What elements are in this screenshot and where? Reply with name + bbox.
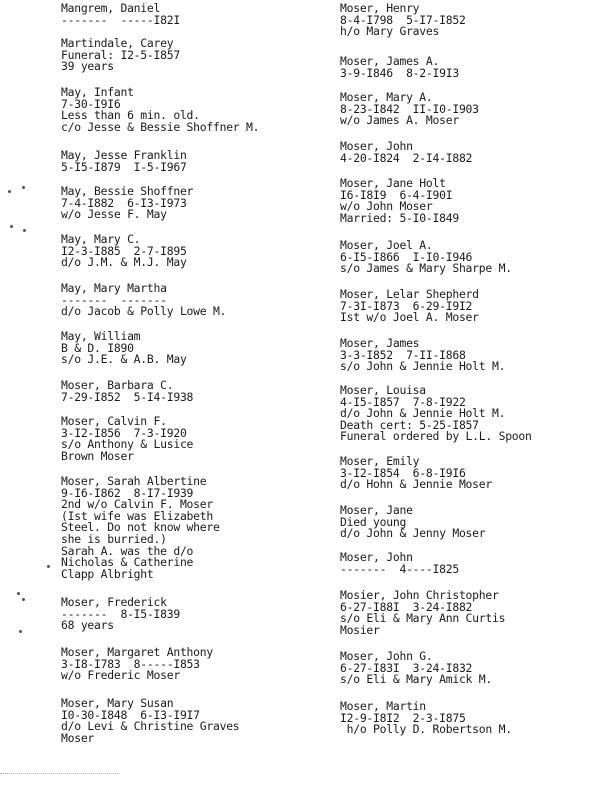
entry-name: Martindale, Carey	[61, 36, 174, 50]
entry-detail: s/o J.E. & A.B. May	[61, 352, 187, 367]
entry-name: Moser, Jane Holt	[340, 176, 446, 190]
burial-entry	[61, 698, 321, 744]
entry-detail: Steel. Do not know where	[61, 520, 220, 535]
stray-mark	[19, 630, 22, 633]
burial-entry	[340, 240, 600, 275]
burial-entry	[61, 3, 321, 26]
entry-detail: w/o Jesse F. May	[61, 207, 167, 222]
burial-entry	[340, 651, 600, 686]
entry-detail: Nicholas & Catherine	[61, 555, 194, 570]
entry-name: May, Jesse Franklin	[61, 148, 187, 162]
entry-detail: s/o James & Mary Sharpe M.	[340, 261, 512, 276]
entry-detail: 3-I2-I854 6-8-I9I6	[340, 465, 466, 480]
entry-name: May, Mary Martha	[61, 281, 167, 295]
entry-detail: Less than 6 min. old.	[61, 108, 200, 123]
entry-name: Moser, Mary Susan	[61, 696, 174, 710]
entry-detail: Sarah A. was the d/o	[61, 543, 194, 558]
burial-entry	[340, 338, 600, 373]
burial-entry	[61, 476, 321, 580]
entry-detail: Brown Moser	[61, 448, 134, 463]
entry-detail: s/o Eli & Mary Amick M.	[340, 672, 492, 687]
burial-entry	[61, 647, 321, 682]
entry-detail: 6-27-I83I 3-24-I832	[340, 660, 473, 675]
entry-name: Moser, Louisa	[340, 383, 426, 397]
stray-mark	[22, 186, 25, 189]
burial-entry	[340, 701, 600, 736]
entry-detail: I0-30-I848 6-I3-I9I7	[61, 707, 200, 722]
entry-detail: d/o John & Jenny Moser	[340, 526, 486, 541]
burial-entry	[340, 3, 600, 38]
burial-entry	[340, 385, 600, 443]
stray-mark	[22, 598, 25, 601]
entry-detail: Married: 5-I0-I849	[340, 210, 459, 225]
burial-entry	[61, 186, 321, 221]
entry-detail: h/o Polly D. Robertson M.	[340, 722, 512, 737]
entry-name: Moser, Calvin F.	[61, 414, 167, 428]
burial-entry	[61, 380, 321, 403]
entry-detail: c/o Jesse & Bessie Shoffner M.	[61, 119, 260, 134]
entry-name: Moser, Frederick	[61, 595, 167, 609]
burial-entry	[340, 178, 600, 224]
entry-name: Moser, Jane	[340, 503, 413, 517]
entry-detail: I2-3-I885 2-7-I895	[61, 243, 187, 258]
entry-detail: 9-I6-I862 8-I7-I939	[61, 485, 194, 500]
entry-detail: Mosier	[340, 622, 380, 637]
entry-name: Moser, James A.	[340, 54, 440, 68]
entry-detail: d/o Jacob & Polly Lowe M.	[61, 304, 227, 319]
stray-mark	[10, 225, 13, 228]
entry-detail: d/o Hohn & Jennie Moser	[340, 477, 492, 492]
entry-detail: I2-9-I8I2 2-3-I875	[340, 710, 466, 725]
entry-detail: 68 years	[61, 618, 114, 633]
entry-name: Moser, Lelar Shepherd	[340, 287, 479, 301]
entry-detail: s/o John & Jennie Holt M.	[340, 359, 506, 374]
entry-detail: d/o J.M. & M.J. May	[61, 255, 187, 270]
burial-entry	[61, 283, 321, 318]
entry-detail: 39 years	[61, 59, 114, 74]
entry-name: Moser, John	[340, 550, 413, 564]
entry-name: May, Mary C.	[61, 232, 141, 246]
entry-detail: 3-9-I846 8-2-I9I3	[340, 65, 459, 80]
entry-detail: 5-I5-I879 I-5-I967	[61, 159, 187, 174]
entry-detail: Funeral: I2-5-I857	[61, 47, 180, 62]
entry-detail: 3-3-I852 7-II-I868	[340, 347, 466, 362]
burial-entry	[340, 590, 600, 636]
burial-entry	[61, 87, 321, 133]
entry-detail: Clapp Albright	[61, 566, 154, 581]
entry-detail: 8-4-I798 5-I7-I852	[340, 12, 466, 27]
entry-name: Moser, Joel A.	[340, 238, 433, 252]
burial-entry	[340, 56, 600, 79]
entry-detail: (Ist wife was Elizabeth	[61, 508, 213, 523]
entry-detail: Ist w/o Joel A. Moser	[340, 310, 479, 325]
burial-entry	[340, 289, 600, 324]
entry-detail: B & D. I890	[61, 340, 134, 355]
burial-entry	[61, 597, 321, 632]
burial-entry	[61, 234, 321, 269]
entry-detail: 7-30-I9I6	[61, 96, 121, 111]
entry-detail: Funeral ordered by L.L. Spoon	[340, 429, 532, 444]
entry-detail: 7-4-I882 6-I3-I973	[61, 195, 187, 210]
entry-detail: Died young	[340, 514, 407, 529]
stray-mark	[47, 565, 50, 568]
burial-entry	[340, 505, 600, 540]
entry-detail: she is burried.)	[61, 531, 167, 546]
burial-entry	[61, 416, 321, 462]
stray-mark	[23, 229, 26, 232]
entry-detail: ------- -------	[61, 292, 167, 307]
entry-detail: d/o Levi & Christine Graves	[61, 719, 240, 734]
entry-name: May, Infant	[61, 85, 134, 99]
entry-name: Mosier, John Christopher	[340, 588, 499, 602]
entry-detail: d/o John & Jennie Holt M.	[340, 406, 506, 421]
stray-mark	[8, 190, 11, 193]
entry-name: May, Bessie Shoffner	[61, 184, 194, 198]
entry-detail: Death cert: 5-25-I857	[340, 417, 479, 432]
entry-detail: h/o Mary Graves	[340, 24, 440, 39]
entry-detail: w/o John Moser	[340, 199, 433, 214]
entry-detail: 4-20-I824 2-I4-I882	[340, 150, 473, 165]
entry-detail: ------- 8-I5-I839	[61, 606, 180, 621]
entry-detail: 2nd w/o Calvin F. Moser	[61, 497, 213, 512]
entry-detail: I6-I8I9 6-4-I90I	[340, 187, 453, 202]
burial-entry	[61, 38, 321, 73]
burial-entry	[340, 456, 600, 491]
entry-name: Moser, Emily	[340, 454, 420, 468]
entry-detail: 8-23-I842 II-I0-I903	[340, 101, 479, 116]
stray-mark	[17, 592, 20, 595]
burial-entry	[340, 92, 600, 127]
entry-detail: s/o Eli & Mary Ann Curtis	[340, 611, 506, 626]
entry-name: Moser, Henry	[340, 1, 420, 15]
entry-detail: ------- -----I82I	[61, 12, 180, 27]
entry-detail: 4-I5-I857 7-8-I922	[340, 394, 466, 409]
entry-detail: 6-I5-I866 I-I0-I946	[340, 249, 473, 264]
entry-name: Moser, Martin	[340, 699, 426, 713]
entry-detail: w/o James A. Moser	[340, 113, 459, 128]
burial-entry	[61, 331, 321, 366]
entry-name: Moser, John G.	[340, 649, 433, 663]
entry-detail: Moser	[61, 730, 95, 745]
entry-detail: 6-27-I88I 3-24-I882	[340, 599, 473, 614]
bottom-dotted-rule	[0, 773, 120, 775]
entry-detail: 7-3I-I873 6-29-I9I2	[340, 298, 473, 313]
entry-name: Moser, Margaret Anthony	[61, 645, 213, 659]
entry-name: Moser, John	[340, 139, 413, 153]
entry-name: Moser, James	[340, 336, 420, 350]
burial-entry	[340, 552, 600, 575]
entry-detail: ------- 4----I825	[340, 561, 459, 576]
entry-name: Mangrem, Daniel	[61, 1, 161, 15]
burial-entry	[340, 141, 600, 164]
entry-detail: s/o Anthony & Lusice	[61, 437, 194, 452]
entry-name: Moser, Barbara C.	[61, 378, 174, 392]
entry-name: Moser, Mary A.	[340, 90, 433, 104]
burial-entry	[61, 150, 321, 173]
entry-name: May, William	[61, 329, 141, 343]
entry-name: Moser, Sarah Albertine	[61, 474, 207, 488]
entry-detail: 3-I2-I856 7-3-I920	[61, 425, 187, 440]
entry-detail: 3-I8-I783 8-----I853	[61, 656, 200, 671]
entry-detail: w/o Frederic Moser	[61, 668, 180, 683]
entry-detail: 7-29-I852 5-I4-I938	[61, 389, 194, 404]
